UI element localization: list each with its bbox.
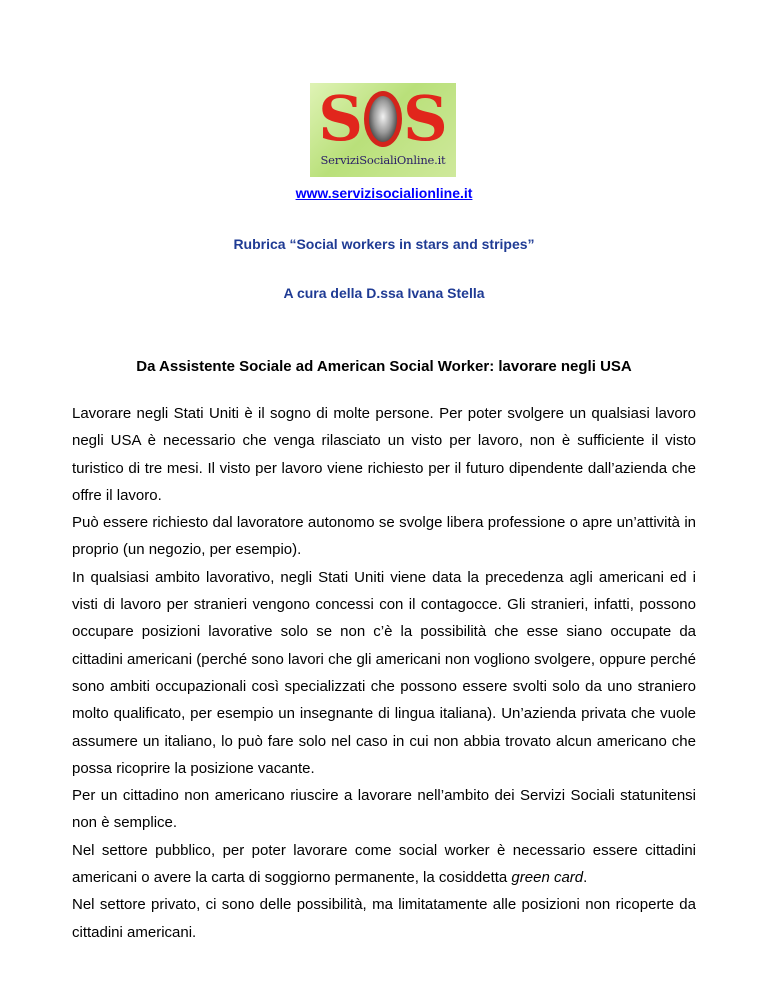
article-title: Da Assistente Sociale ad American Social Worker: lavorare negli USA	[136, 358, 632, 375]
paragraph: Nel settore privato, ci sono delle possibilità, ma limitatamente alle posizioni non ricoperte da cittadini americani.	[72, 896, 696, 941]
site-link[interactable]: www.servizisocialionline.it	[295, 185, 473, 201]
paragraph: Lavorare negli Stati Uniti è il sogno di molte persone. Per poter svolgere un qualsiasi lavoro negli USA è necessario che venga rilasciato un visto per lavoro, non è sufficiente il visto turistico di tre mesi. Il visto per lavoro viene richiesto per il futuro dipendente dall’azienda che offre il lavoro.	[72, 405, 696, 504]
sos-logo	[310, 83, 456, 177]
article-body	[72, 400, 696, 946]
paragraph: Per un cittadino non americano riuscire a lavorare nell’ambito dei Servizi Sociali statunitensi non è semplice.	[72, 787, 696, 832]
paragraph-green-card	[72, 837, 696, 892]
logo-letters	[310, 82, 456, 155]
logo-caption: ServiziSocialiOnline.it	[320, 153, 446, 167]
logo-o-photo-icon	[364, 91, 402, 147]
author-line: A cura della D.ssa Ivana Stella	[283, 285, 485, 301]
paragraph: Può essere richiesto dal lavoratore autonomo se svolge libera professione o apre un’attività in proprio (un negozio, per esempio).	[72, 514, 696, 559]
logo-letter-s-left: S	[318, 82, 363, 155]
paragraph-text: Nel settore pubblico, per poter lavorare come social worker è necessario essere cittadini americani o avere la carta di soggiorno permanente, la cosiddetta	[72, 841, 696, 887]
paragraph: In qualsiasi ambito lavorativo, negli Stati Uniti viene data la precedenza agli americani ed i visti di lavoro per stranieri vengono concessi con il contagocce. Gli stranieri, infatti, possono occupare posizioni lavorative solo se non c’è la possibilità che esse siano occupate da cittadini americani (perché sono lavori che gli americani non vogliono svolgere, oppure perché sono ambiti occupazionali così specializzati che possono essere svolti solo da uno straniero molto qualificato, per esempio un insegnante di lingua italiana). Un’azienda privata che vuole assumere un italiano, lo può fare solo nel caso in cui non abbia trovato alcun americano che possa ricoprire la posizione vacante.	[72, 568, 696, 777]
rubrica-heading: Rubrica “Social workers in stars and stripes”	[233, 236, 535, 252]
logo-letter-s-right: S	[403, 82, 448, 155]
paragraph-end: .	[583, 869, 588, 887]
green-card-emphasis: green card	[511, 869, 584, 887]
